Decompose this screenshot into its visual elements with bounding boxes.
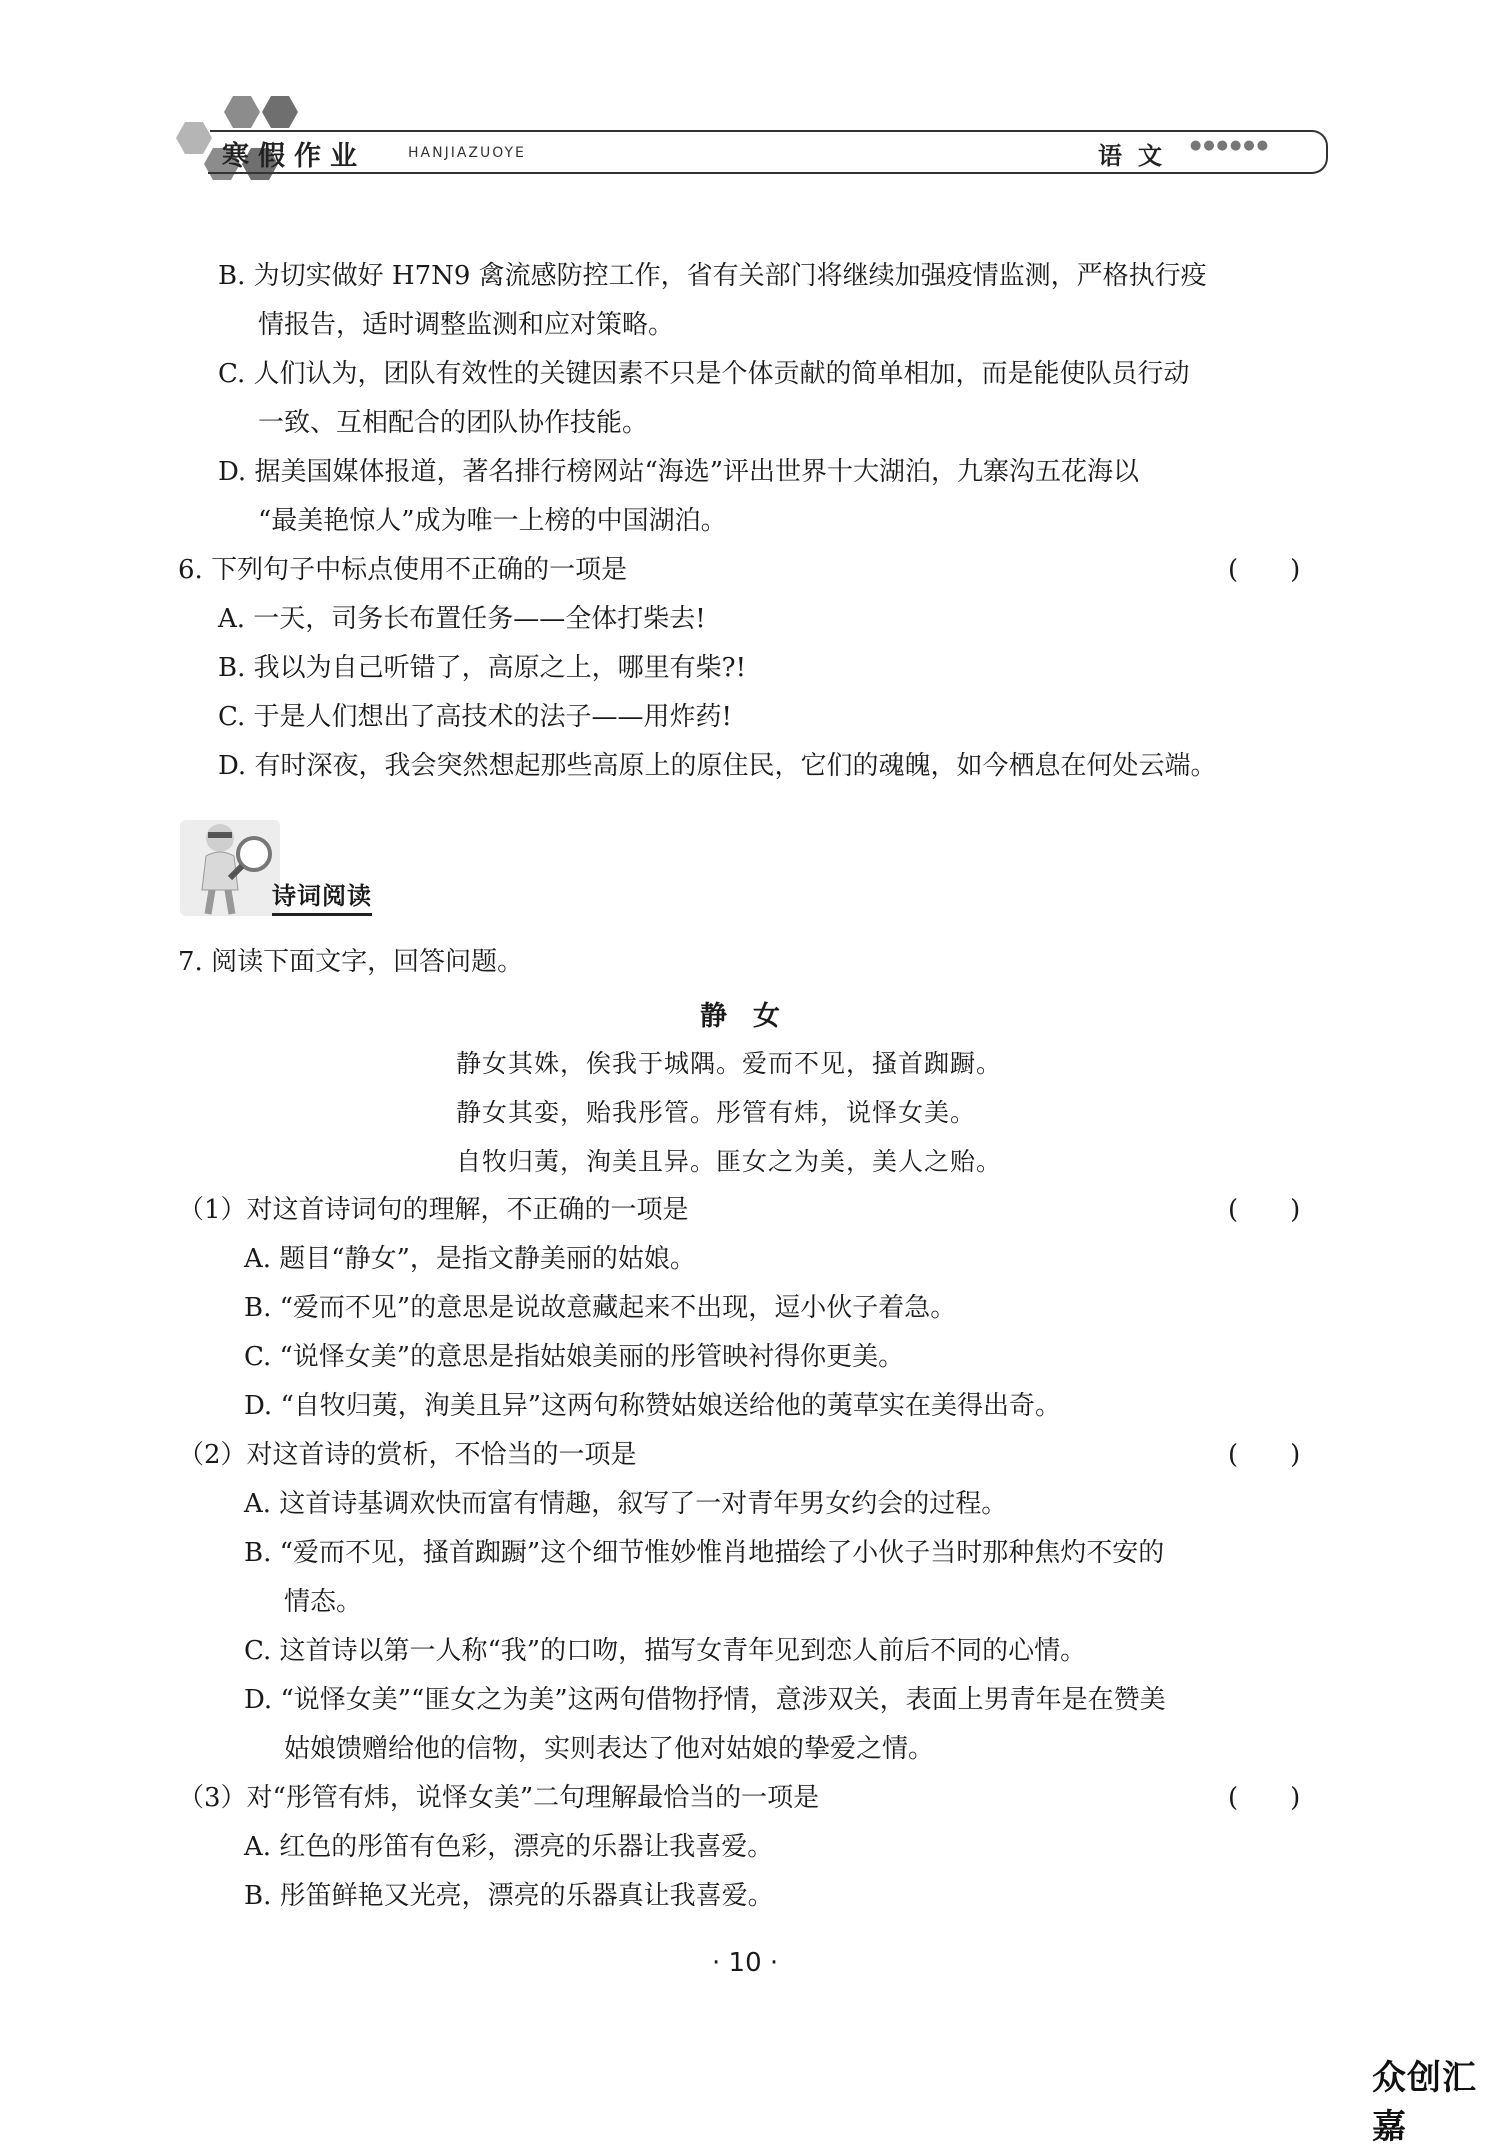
- q7-sub1-stem: （1）对这首诗词句的理解，不正确的一项是: [178, 1195, 689, 1225]
- q6-option-a: A. 一天，司务长布置任务——全体打柴去!: [218, 604, 706, 634]
- header-subject: 语文: [1098, 141, 1178, 170]
- q7-sub1-option-d: D. “自牧归荑，洵美且异”这两句称赞姑娘送给他的荑草实在美得出奇。: [244, 1391, 1062, 1421]
- q7-sub3-answer-parentheses: ( ): [1228, 1783, 1301, 1813]
- page-header: [170, 100, 1320, 180]
- q7-sub1-option-b: B. “爱而不见”的意思是说故意藏起来不出现，逗小伙子着急。: [244, 1293, 957, 1323]
- q7-sub3-stem: （3）对“彤管有炜，说怿女美”二句理解最恰当的一项是: [178, 1783, 820, 1813]
- poem-line: 自牧归荑，洵美且异。匪女之为美，美人之贻。: [456, 1147, 1003, 1176]
- header-title: 寒假作业: [222, 141, 366, 172]
- q7-sub2-option-b-line1: B. “爱而不见，搔首踟蹰”这个细节惟妙惟肖地描绘了小伙子当时那种焦灼不安的: [244, 1538, 1165, 1568]
- poem-line: 静女其娈，贻我彤管。彤管有炜，说怿女美。: [456, 1098, 977, 1127]
- hexagon-decoration: [224, 96, 260, 128]
- q5-option-b-line2: 情报告，适时调整监测和应对策略。: [258, 310, 675, 340]
- q7-sub2-answer-parentheses: ( ): [1228, 1440, 1301, 1470]
- q7-stem: 7. 阅读下面文字，回答问题。: [178, 947, 524, 977]
- hexagon-decoration: [176, 122, 212, 154]
- q7-sub1-answer-parentheses: ( ): [1228, 1195, 1301, 1225]
- q6-stem: 6. 下列句子中标点使用不正确的一项是: [178, 555, 628, 585]
- section-title: 诗词阅读: [272, 876, 372, 916]
- q5-option-c-line1: C. 人们认为，团队有效性的关键因素不只是个体贡献的简单相加，而是能使队员行动: [218, 359, 1190, 389]
- q7-sub2-option-c: C. 这首诗以第一人称“我”的口吻，描写女青年见到恋人前后不同的心情。: [244, 1636, 1087, 1666]
- q7-sub2-option-b-line2: 情态。: [284, 1587, 363, 1617]
- q7-sub2-option-d-line1: D. “说怿女美”“匪女之为美”这两句借物抒情，意涉双关，表面上男青年是在赞美: [244, 1685, 1166, 1715]
- page-number: · 10 ·: [712, 1948, 779, 1978]
- q7-sub3-option-a: A. 红色的彤笛有色彩，漂亮的乐器让我喜爱。: [244, 1832, 774, 1862]
- header-subtitle: HANJIAZUOYE: [408, 145, 526, 161]
- section-badge: [178, 820, 398, 920]
- dots-decoration: ●●●●●●: [1190, 138, 1271, 153]
- q7-sub1-option-c: C. “说怿女美”的意思是指姑娘美丽的彤管映衬得你更美。: [244, 1342, 905, 1372]
- q6-option-d: D. 有时深夜，我会突然想起那些高原上的原住民，它们的魂魄，如今栖息在何处云端。: [218, 751, 1217, 781]
- q7-sub2-option-d-line2: 姑娘馈赠给他的信物，实则表达了他对姑娘的挚爱之情。: [284, 1734, 935, 1764]
- q5-option-c-line2: 一致、互相配合的团队协作技能。: [258, 408, 649, 438]
- q5-option-d-line1: D. 据美国媒体报道，著名排行榜网站“海选”评出世界十大湖泊，九寨沟五花海以: [218, 457, 1140, 487]
- hexagon-decoration: [262, 96, 298, 128]
- q7-sub2-stem: （2）对这首诗的赏析，不恰当的一项是: [178, 1440, 637, 1470]
- poem-line: 静女其姝，俟我于城隅。爱而不见，搔首踟蹰。: [456, 1049, 1003, 1078]
- q5-option-b-line1: B. 为切实做好 H7N9 禽流感防控工作，省有关部门将继续加强疫情监测，严格执行疫: [218, 261, 1207, 291]
- poem-title: 静女: [700, 1001, 806, 1032]
- watermark: 众创汇嘉: [1372, 2058, 1477, 2147]
- q5-option-d-line2: “最美艳惊人”成为唯一上榜的中国湖泊。: [258, 506, 727, 536]
- q6-option-c: C. 于是人们想出了高技术的法子——用炸药!: [218, 702, 732, 732]
- q7-sub1-option-a: A. 题目“静女”，是指文静美丽的姑娘。: [244, 1244, 696, 1274]
- q6-option-b: B. 我以为自己听错了，高原之上，哪里有柴?!: [218, 653, 747, 683]
- q6-answer-parentheses: ( ): [1228, 555, 1301, 585]
- q7-sub3-option-b: B. 彤笛鲜艳又光亮，漂亮的乐器真让我喜爱。: [244, 1881, 774, 1911]
- q7-sub2-option-a: A. 这首诗基调欢快而富有情趣，叙写了一对青年男女约会的过程。: [244, 1489, 1008, 1519]
